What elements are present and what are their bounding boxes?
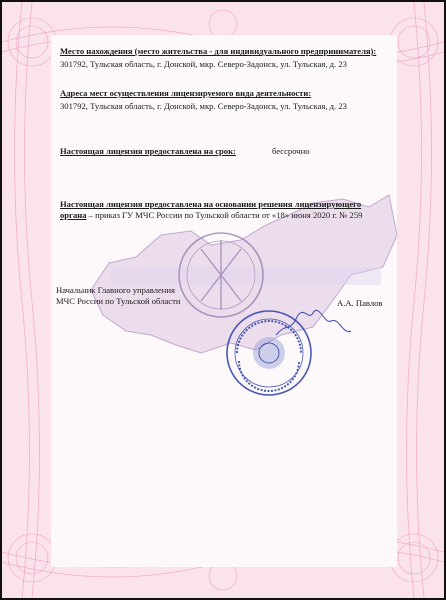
signer-position-line1: Начальник Главного управления [56,285,175,295]
activity-address-value: 301792, Тульская область, г. Донской, мкр. Северо-Задонск, ул. Тульская, д. 23 [60,101,347,111]
term-label: Настоящая лицензия предоставлена на срок: [60,146,236,156]
basis-line2 [60,210,397,221]
term-value: бессрочно [272,146,310,156]
signer-name: А.А. Павлов [337,298,383,308]
basis-label-line1: Настоящая лицензия предоставлена на основании решения лицензирующего [60,199,362,209]
content-area [51,35,397,567]
basis-label-line2: органа [60,210,87,220]
address-label: Место нахождения (место жительства - для индивидуального предпринимателя): [60,46,377,56]
address-value: 301792, Тульская область, г. Донской, мкр. Северо-Задонск, ул. Тульская, д. 23 [60,59,347,69]
activity-address-label: Адреса мест осуществления лицензируемого вида деятельности: [60,88,312,98]
signer-position-line2: МЧС России по Тульской области [56,296,181,306]
basis-value: – приказ ГУ МЧС России по Тульской области от «18» июня 2020 г. № 259 [86,210,363,220]
